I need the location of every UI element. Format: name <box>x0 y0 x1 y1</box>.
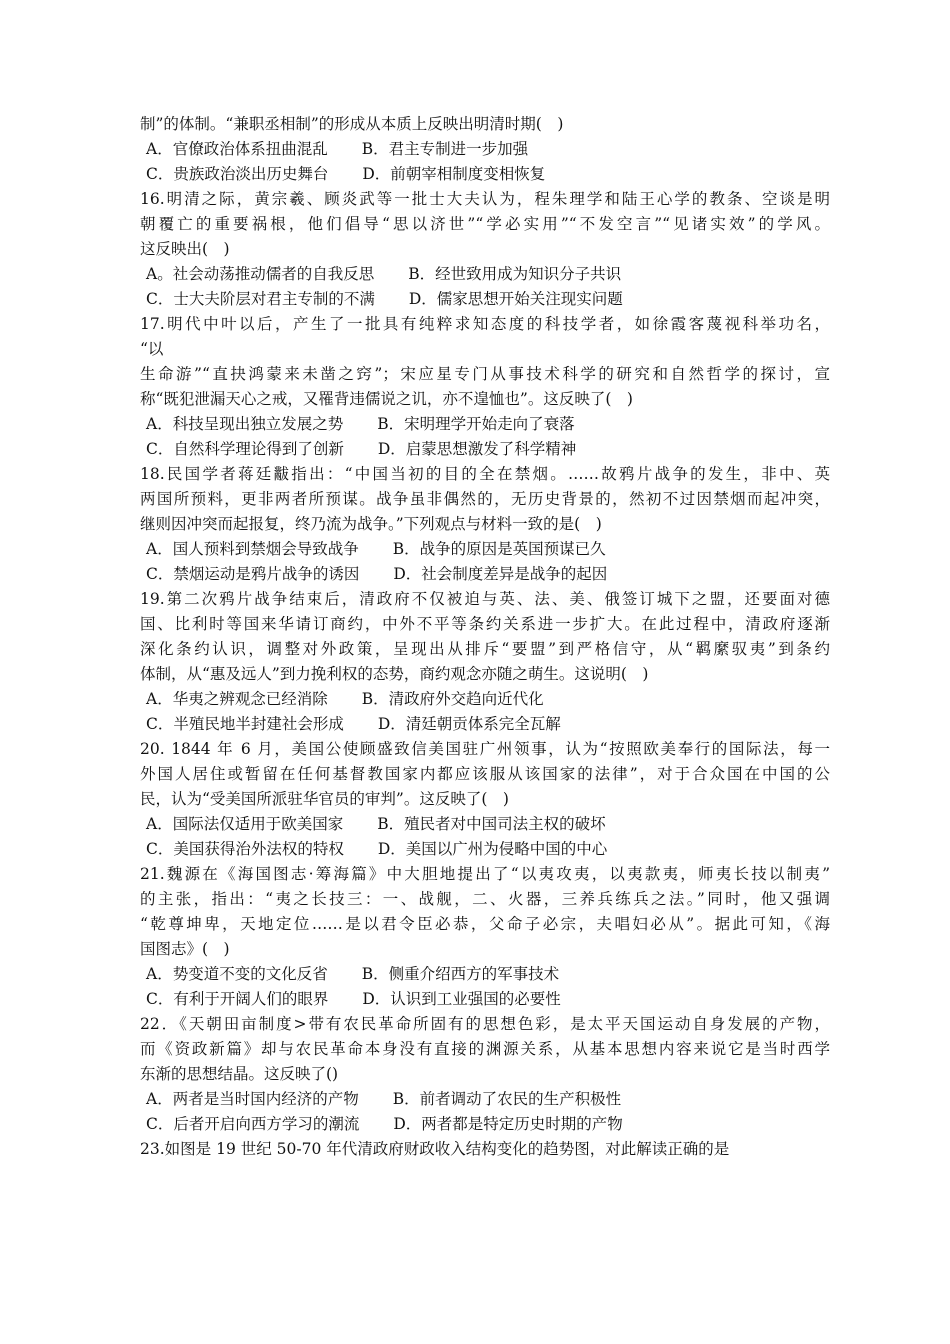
option-c[interactable]: C．自然科学理论得到了创新 <box>146 440 344 458</box>
option-b[interactable]: B．宋明理学开始走向了衰落 <box>377 415 575 433</box>
question-stem-line: 这反映出( ) <box>140 240 230 258</box>
question-15 <box>140 112 830 187</box>
question-stem-line: 东渐的思想结晶。这反映了() <box>140 1065 339 1083</box>
question-16 <box>140 187 830 312</box>
question-stem-line: 22．《天朝田亩制度>带有农民革命所固有的思想色彩，是太平天国运动自身发展的产物， <box>140 1015 830 1033</box>
options-row <box>140 712 830 737</box>
option-a[interactable]: A．两者是当时国内经济的产物 <box>146 1090 359 1108</box>
question-stem-line: 民，认为“受美国所派驻华官员的审判”。这反映了( ) <box>140 790 509 808</box>
question-20 <box>140 737 830 862</box>
question-stem-line: 17.明代中叶以后，产生了一批具有纯粹求知态度的科技学者，如徐霞客蔑视科举功名， <box>140 315 830 333</box>
options-row <box>140 687 830 712</box>
question-stem-line: 19.第二次鸦片战争结束后，清政府不仅被迫与英、法、美、俄签订城下之盟，还要面对德 <box>140 590 830 608</box>
options-row <box>140 837 830 862</box>
option-c[interactable]: C．有利于开阔人们的眼界 <box>146 990 329 1008</box>
option-a[interactable]: A．国人预料到禁烟会导致战争 <box>146 540 359 558</box>
options-row <box>140 537 830 562</box>
option-b[interactable]: B．战争的原因是英国预谋已久 <box>392 540 606 558</box>
option-d[interactable]: D．前朝宰相制度变相恢复 <box>362 165 546 183</box>
option-d[interactable]: D．两者都是特定历史时期的产物 <box>393 1115 623 1133</box>
question-list <box>140 112 830 1162</box>
option-c[interactable]: C．贵族政治淡出历史舞台 <box>146 165 329 183</box>
question-stem-line: 体制，从“惠及远人”到力挽利权的态势，商约观念亦随之萌生。这说明( ) <box>140 665 649 683</box>
question-stem-line: 朝覆亡的重要祸根，他们倡导“思以济世”“学必实用”“不发空言”“见诸实效”的学风。 <box>140 215 830 233</box>
option-b[interactable]: B．经世致用成为知识分子共识 <box>408 265 622 283</box>
question-stem-line: 23.如图是 19 世纪 50-70 年代清政府财政收入结构变化的趋势图，对此解读正确的是 <box>140 1140 730 1158</box>
options-row <box>140 1112 830 1137</box>
option-a[interactable]: A．华夷之辨观念已经消除 <box>146 690 328 708</box>
options-row <box>140 287 830 312</box>
question-stem-line: 的主张，指出：“夷之长技三：一、战舰，二、火器，三养兵练兵之法。”同时，他又强调 <box>140 890 830 908</box>
option-c[interactable]: C．士大夫阶层对君主专制的不满 <box>146 290 375 308</box>
option-b[interactable]: B．殖民者对中国司法主权的破坏 <box>377 815 606 833</box>
question-stem-line: 20. 1844 年 6 月，美国公使顾盛致信美国驻广州领事，认为“按照欧美奉行的国际法，每一 <box>140 740 830 758</box>
question-stem-line: 生命游”“直抉鸿蒙来未凿之窍”；宋应星专门从事技术科学的研究和自然哲学的探讨，宣 <box>140 365 830 383</box>
option-b[interactable]: B．君主专制进一步加强 <box>361 140 529 158</box>
question-17 <box>140 312 830 462</box>
question-22 <box>140 1012 830 1137</box>
option-d[interactable]: D．认识到工业强国的必要性 <box>362 990 561 1008</box>
question-stem-line: 继则因冲突而起报复，终乃流为战争。”下列观点与材料一致的是( ) <box>140 515 602 533</box>
question-stem-line: “以 <box>140 340 164 358</box>
option-b[interactable]: B．清政府外交趋向近代化 <box>361 690 544 708</box>
options-row <box>140 437 830 462</box>
options-row <box>140 162 830 187</box>
option-b[interactable]: B．前者调动了农民的生产积极性 <box>392 1090 622 1108</box>
question-stem-line: “乾尊坤卑，天地定位……是以君令臣必恭，父命子必宗，夫唱妇必从”。据此可知，《海 <box>140 915 830 933</box>
question-stem-line: 两国所预料，更非两者所预谋。战争虽非偶然的，无历史背景的，然初不过因禁烟而起冲突， <box>140 490 830 508</box>
option-d[interactable]: D．清廷朝贡体系完全瓦解 <box>377 715 561 733</box>
options-row <box>140 812 830 837</box>
question-18 <box>140 462 830 587</box>
options-row <box>140 987 830 1012</box>
option-a[interactable]: A．科技呈现出独立发展之势 <box>146 415 344 433</box>
option-d[interactable]: D．美国以广州为侵略中国的中心 <box>377 840 608 858</box>
question-stem-line: 国图志》( ) <box>140 940 230 958</box>
option-d[interactable]: D．儒家思想开始关注现实问题 <box>408 290 623 308</box>
option-a[interactable]: A．国际法仅适用于欧美国家 <box>146 815 344 833</box>
option-c[interactable]: C．后者开启向西方学习的潮流 <box>146 1115 360 1133</box>
question-stem-line: 外国人居住或暂留在任何基督教国家内都应该服从该国家的法律”，对于合众国在中国的公 <box>140 765 830 783</box>
option-a[interactable]: A．官僚政治体系扭曲混乱 <box>146 140 328 158</box>
question-stem-line: 称“既犯泄漏天心之戒，又罹背违儒说之讥，亦不遑恤也”。这反映了( ) <box>140 390 633 408</box>
options-row <box>140 962 830 987</box>
option-c[interactable]: C．半殖民地半封建社会形成 <box>146 715 344 733</box>
question-stem-line: 制”的体制。“兼职丞相制”的形成从本质上反映出明清时期( ) <box>140 115 564 133</box>
question-stem-line: 而《资政新篇》却与农民革命本身没有直接的渊源关系，从基本思想内容来说它是当时西学 <box>140 1040 830 1058</box>
question-stem-line: 18.民国学者蒋廷黻指出：“中国当初的目的全在禁烟。……故鸦片战争的发生，非中、英 <box>140 465 830 483</box>
options-row <box>140 1087 830 1112</box>
option-d[interactable]: D．社会制度差异是战争的起因 <box>393 565 608 583</box>
question-19 <box>140 587 830 737</box>
question-stem-line: 16.明清之际，黄宗羲、顾炎武等一批士大夫认为，程朱理学和陆王心学的教条、空谈是明 <box>140 190 830 208</box>
question-stem-line: 国、比利时等国来华请订商约，中外不平等条约关系进一步扩大。在此过程中，清政府逐渐 <box>140 615 830 633</box>
question-21 <box>140 862 830 1012</box>
options-row <box>140 262 830 287</box>
options-row <box>140 412 830 437</box>
option-c[interactable]: C．美国获得治外法权的特权 <box>146 840 344 858</box>
option-a[interactable]: A。社会动荡推动儒者的自我反思 <box>146 265 375 283</box>
question-23 <box>140 1137 830 1162</box>
question-stem-line: 深化条约认识，调整对外政策，呈现出从排斥“要盟”到严格信守，从“羁縻驭夷”到条约 <box>140 640 830 658</box>
option-d[interactable]: D．启蒙思想激发了科学精神 <box>377 440 577 458</box>
options-row <box>140 562 830 587</box>
option-b[interactable]: B．侧重介绍西方的军事技术 <box>361 965 560 983</box>
option-a[interactable]: A．势变道不变的文化反省 <box>146 965 328 983</box>
question-stem-line: 21.魏源在《海国图志·筹海篇》中大胆地提出了“以夷攻夷，以夷款夷，师夷长技以制夷” <box>140 865 830 883</box>
option-c[interactable]: C．禁烟运动是鸦片战争的诱因 <box>146 565 360 583</box>
options-row <box>140 137 830 162</box>
